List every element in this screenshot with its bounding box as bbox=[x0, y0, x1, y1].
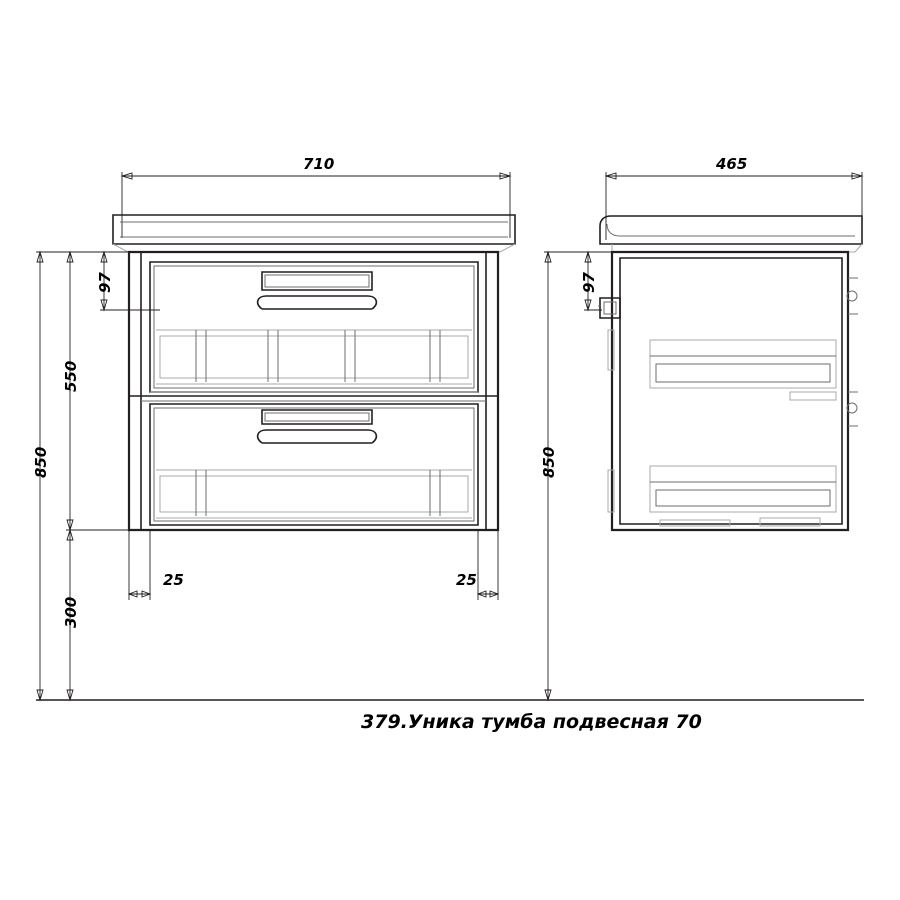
front-total-height-dimension-label: 850 bbox=[32, 446, 50, 478]
side-total-height-dimension-label: 850 bbox=[540, 446, 558, 478]
front-floor-gap-dimension-label: 300 bbox=[62, 596, 80, 628]
front-right-inset-dimension-label: 25 bbox=[456, 571, 477, 589]
front-body-height-dimension-label: 550 bbox=[62, 360, 80, 392]
side-top-offset-dimension-label: 97 bbox=[580, 272, 598, 293]
drawing-caption: 379.Уника тумба подвесная 70 bbox=[361, 711, 702, 733]
front-top-offset-dimension-label: 97 bbox=[96, 272, 114, 293]
side-depth-dimension-label: 465 bbox=[716, 155, 748, 173]
front-width-dimension-label: 710 bbox=[303, 155, 335, 173]
front-left-inset-dimension-label: 25 bbox=[163, 571, 184, 589]
